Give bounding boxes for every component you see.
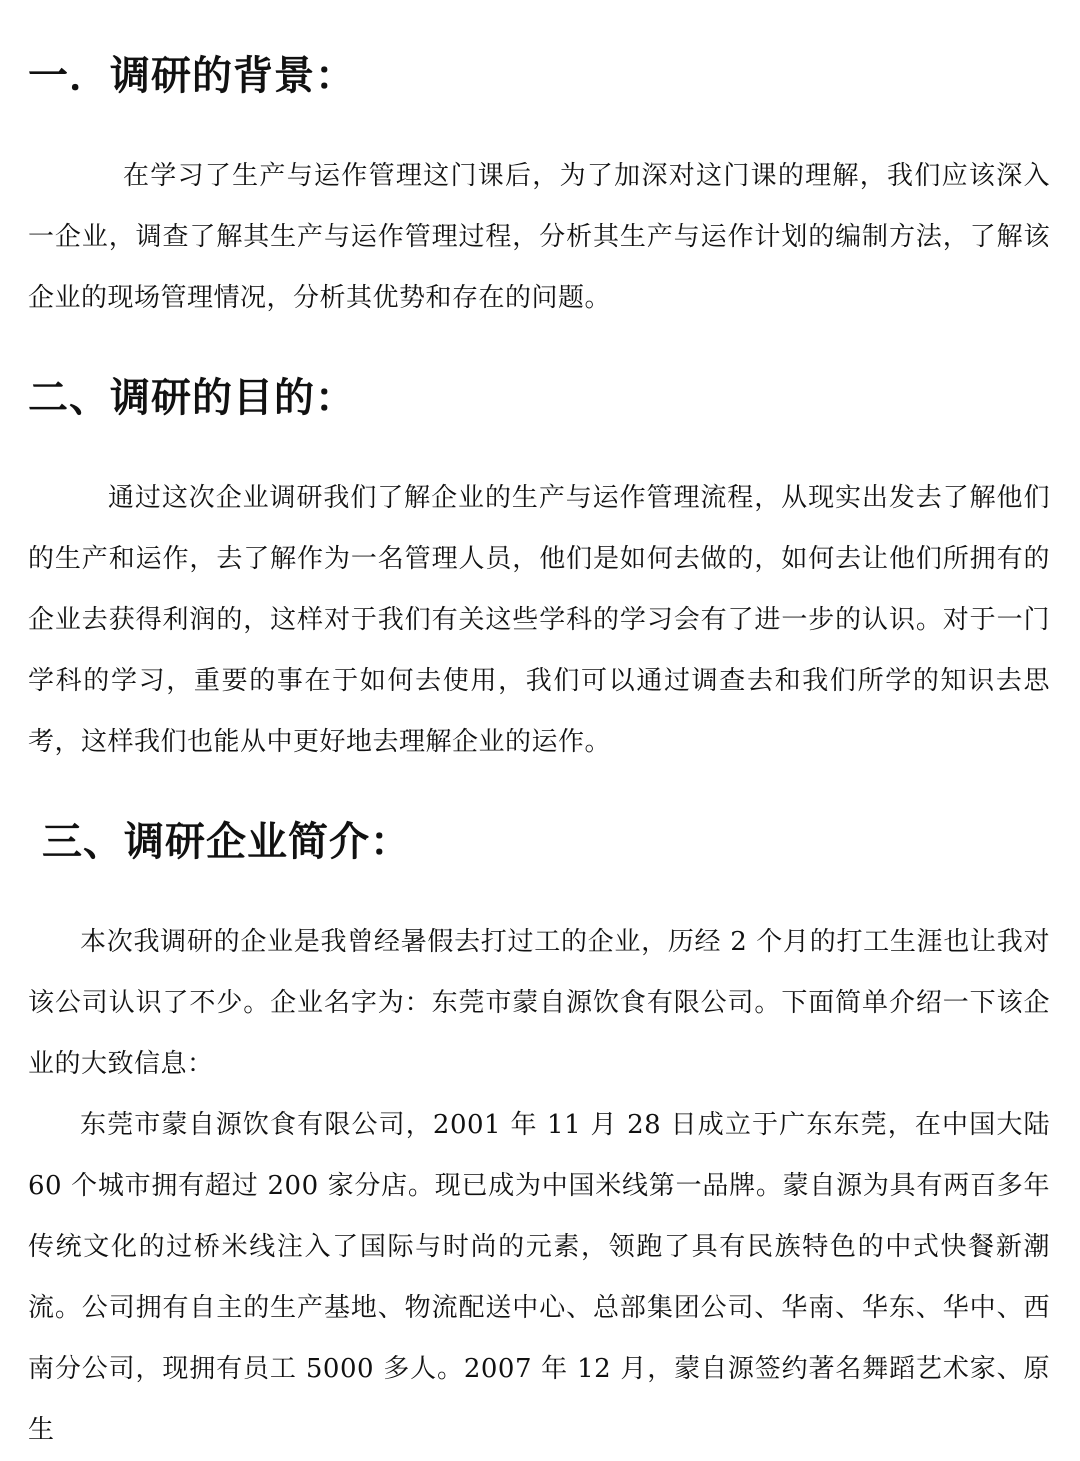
section-heading-background: 一．调研的背景： (28, 52, 356, 99)
section-heading-company-intro: 三、调研企业简介： (42, 818, 411, 865)
paragraph-background: 在学习了生产与运作管理这门课后，为了加深对这门课的理解，我们应该深入一企业，调查了解其生产与运作管理过程，分析其生产与运作计划的编制方法，了解该企业的现场管理情况，分析其优势和存在的问题。 (28, 161, 1050, 313)
section-heading-purpose: 二、调研的目的： (28, 374, 356, 421)
paragraph-company-details: 东莞市蒙自源饮食有限公司，2001 年 11 月 28 日成立于广东东莞，在中国大陆 60 个城市拥有超过 200 家分店。现已成为中国米线第一品牌。蒙自源为具有两百多年传统文化的过桥米线注入了国际与时尚的元素，领跑了具有民族特色的中式快餐新潮流。公司拥有自主的生产基地、物流配送中心、总部集团公司、华南、华东、华中、西南分公司，现拥有员工 5000 多人。2007 年 12 月，蒙自源签约著名舞蹈艺术家、原生 (28, 1110, 1050, 1445)
paragraph-company-intro: 本次我调研的企业是我曾经暑假去打过工的企业，历经 2 个月的打工生涯也让我对该公司认识了不少。企业名字为：东莞市蒙自源饮食有限公司。下面简单介绍一下该企业的大致信息： (28, 927, 1050, 1079)
paragraph-purpose: 通过这次企业调研我们了解企业的生产与运作管理流程，从现实出发去了解他们的生产和运作，去了解作为一名管理人员，他们是如何去做的，如何去让他们所拥有的企业去获得利润的，这样对于我们有关这些学科的学习会有了进一步的认识。对于一门学科的学习，重要的事在于如何去使用，我们可以通过调查去和我们所学的知识去思考，这样我们也能从中更好地去理解企业的运作。 (28, 483, 1050, 757)
